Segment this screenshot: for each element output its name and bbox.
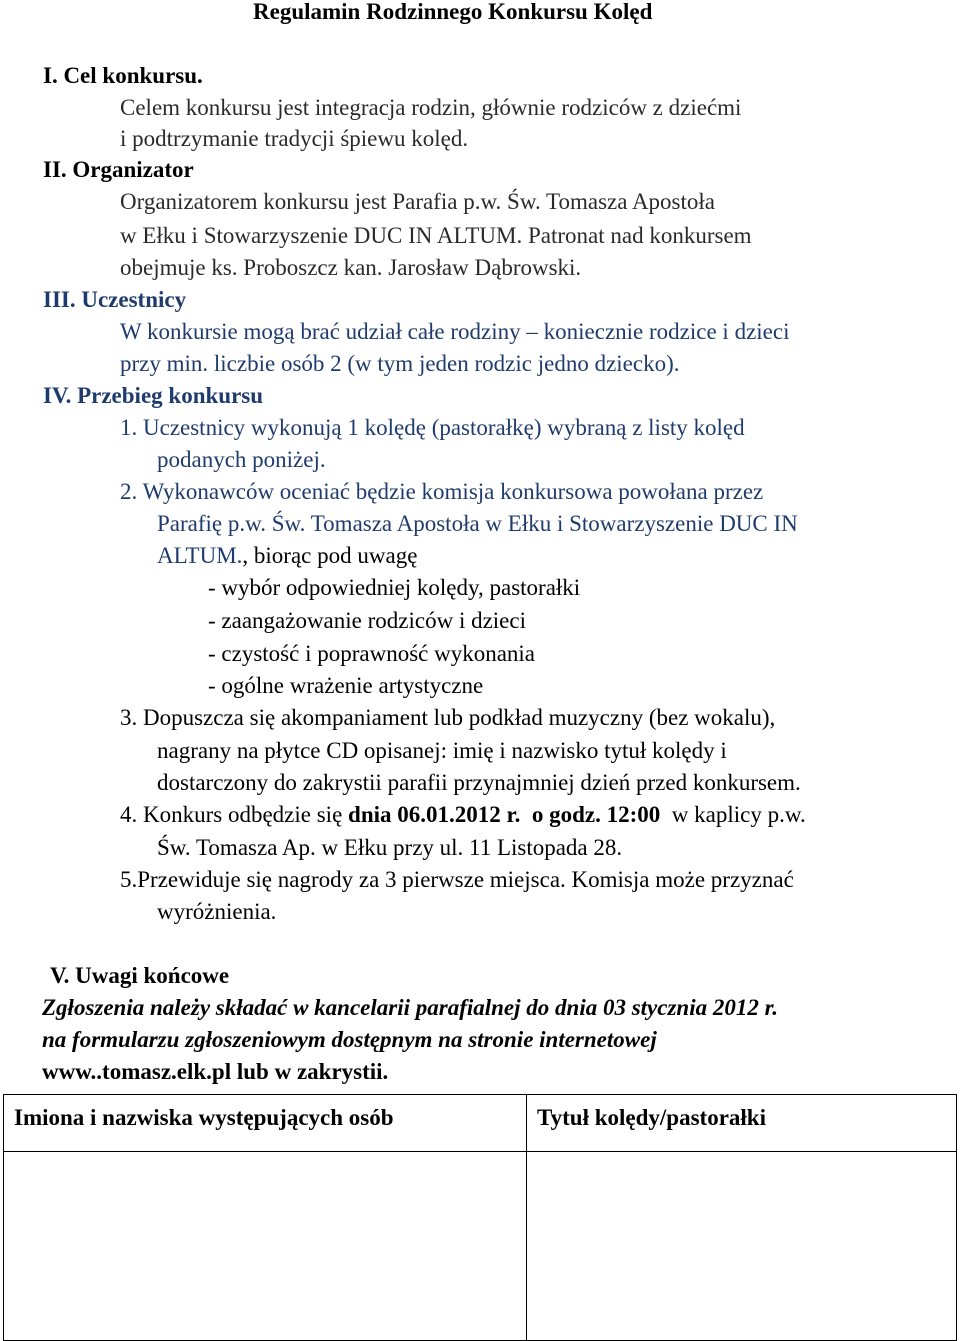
item-5-line: wyróżnienia. [157, 899, 277, 924]
event-date: dnia 06.01.2012 r. [348, 802, 521, 827]
criterion-item: - wybór odpowiedniej kolędy, pastorałki [208, 575, 581, 600]
item-4-line-2: Św. Tomasza Ap. w Ełku przy ul. 11 Listopada 28. [157, 835, 623, 860]
criterion-item: - czystość i poprawność wykonania [208, 641, 536, 666]
col-header-title: Tytuł kolędy/pastorałki [527, 1095, 957, 1152]
section-3-heading: III. Uczestnicy [43, 287, 187, 312]
section-2-line: obejmuje ks. Proboszcz kan. Jarosław Dąbrowski. [120, 255, 582, 280]
closing-note: Zgłoszenia należy składać w kancelarii parafialnej do dnia 03 stycznia 2012 r. [42, 995, 779, 1020]
item-2-line: 2. Wykonawców oceniać będzie komisja konkursowa powołana przez [120, 479, 764, 504]
item-1-line: 1. Uczestnicy wykonują 1 kolędę (pastorałkę) wybraną z listy kolęd [120, 415, 745, 440]
item-2-line [157, 542, 417, 570]
section-3-line: przy min. liczbie osób 2 (w tym jeden rodzic jedno dziecko). [120, 351, 680, 376]
item-2-altum: ALTUM. [157, 543, 243, 568]
item-5-line: 5.Przewiduje się nagrody za 3 pierwsze miejsca. Komisja może przyznać [120, 867, 794, 892]
item-2-tail: , biorąc pod uwagę [242, 543, 418, 568]
section-1-heading: I. Cel konkursu. [43, 63, 203, 88]
col-header-names: Imiona i nazwiska występujących osób [4, 1095, 527, 1152]
item-2-line: Parafię p.w. Św. Tomasza Apostoła w Ełku i Stowarzyszenie DUC IN [157, 511, 798, 536]
item-4-suffix: w kaplicy p.w. [671, 802, 806, 827]
document-title: Regulamin Rodzinnego Konkursu Kolęd [253, 0, 653, 24]
section-2-line: Organizatorem konkursu jest Parafia p.w. Św. Tomasza Apostoła [120, 189, 715, 214]
item-4-prefix: 4. Konkurs odbędzie się [120, 802, 349, 827]
registration-table [3, 1094, 957, 1341]
event-time: o godz. 12:00 [531, 802, 661, 827]
section-5-heading: V. Uwagi końcowe [50, 963, 230, 988]
item-4-line [120, 801, 806, 829]
item-1-line: podanych poniżej. [157, 447, 326, 472]
website-line: www..tomasz.elk.pl lub w zakrystii. [42, 1059, 389, 1084]
criterion-item: - zaangażowanie rodziców i dzieci [208, 608, 526, 633]
title-entry-cell[interactable] [527, 1152, 957, 1341]
item-3-line: 3. Dopuszcza się akompaniament lub podkład muzyczny (bez wokalu), [120, 705, 776, 730]
section-3-line: W konkursie mogą brać udział całe rodziny – koniecznie rodzice i dzieci [120, 319, 790, 344]
criterion-item: - ogólne wrażenie artystyczne [208, 673, 484, 698]
item-3-line: nagrany na płytce CD opisanej: imię i nazwisko tytuł kolędy i [157, 738, 727, 763]
section-2-line: w Ełku i Stowarzyszenie DUC IN ALTUM. Patronat nad konkursem [120, 223, 752, 248]
names-entry-cell[interactable] [4, 1152, 527, 1341]
section-4-heading: IV. Przebieg konkursu [43, 383, 264, 408]
section-2-heading: II. Organizator [43, 157, 194, 182]
section-1-line: i podtrzymanie tradycji śpiewu kolęd. [120, 126, 469, 151]
item-3-line: dostarczony do zakrystii parafii przynajmniej dzień przed konkursem. [157, 770, 801, 795]
closing-note: na formularzu zgłoszeniowym dostępnym na stronie internetowej [42, 1027, 657, 1052]
section-1-line: Celem konkursu jest integracja rodzin, głównie rodziców z dziećmi [120, 95, 742, 120]
